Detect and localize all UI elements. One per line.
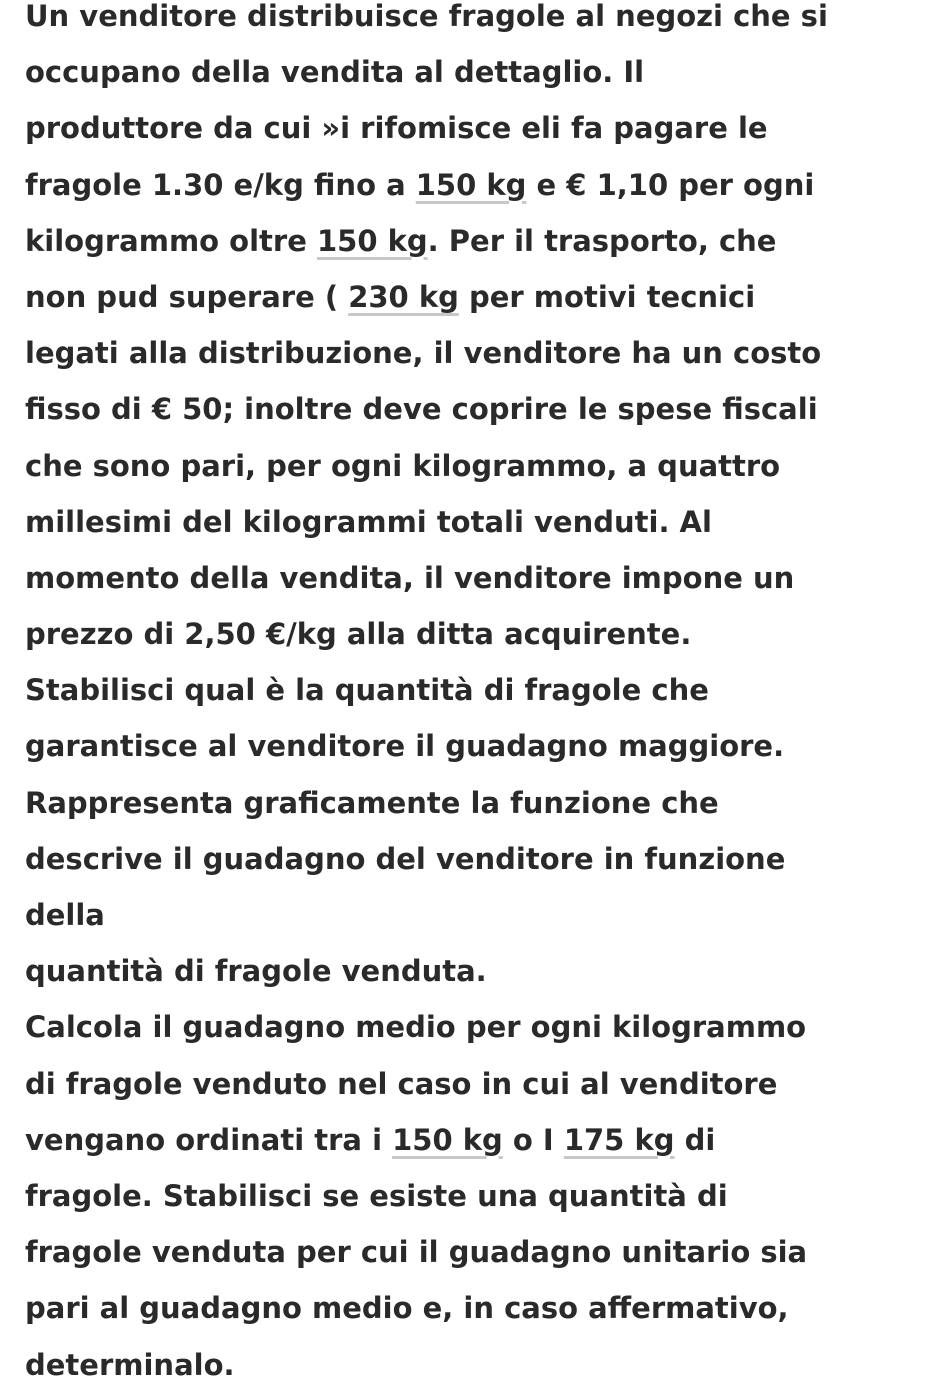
text-line	[25, 550, 915, 606]
text-line	[25, 1056, 915, 1112]
text-line	[25, 44, 915, 100]
text-segment: prezzo di 2,50 €/kg alla ditta acquirente.	[25, 617, 692, 652]
text-line	[25, 438, 915, 494]
text-line	[25, 269, 915, 325]
underlined-quantity: 150 kg	[392, 1122, 503, 1157]
text-segment: millesimi del kilogrammi totali venduti. Al	[25, 504, 712, 539]
text-segment: Calcola il guadagno medio per ogni kilogrammo	[25, 1010, 807, 1045]
text-segment: e € 1,10 per ogni	[526, 167, 815, 202]
text-line	[25, 213, 915, 269]
text-segment: fragole. Stabilisci se esiste una quantità di	[25, 1178, 728, 1213]
text-segment: fisso di € 50; inoltre deve coprire le spese fiscali	[25, 392, 818, 427]
text-segment: Stabilisci qual è la quantità di fragole che	[25, 673, 709, 708]
text-segment: garantisce al venditore il guadagno maggiore.	[25, 729, 785, 764]
text-segment: produttore da cui »i rifomisce eli fa pagare le	[25, 111, 768, 146]
text-segment: di fragole venduto nel caso in cui al venditore	[25, 1066, 778, 1101]
text-line	[25, 831, 915, 887]
underlined-quantity: 150 kg	[415, 167, 527, 202]
text-segment: vengano ordinati tra i	[25, 1122, 393, 1157]
underlined-quantity: 175 kg	[563, 1122, 675, 1157]
text-line	[25, 887, 915, 943]
text-segment: quantità di fragole venduta.	[25, 954, 487, 989]
text-line	[25, 1168, 915, 1224]
text-segment: pari al guadagno medio e, in caso affermativo,	[25, 1291, 789, 1326]
text-segment: momento della vendita, il venditore impone un	[25, 560, 795, 595]
problem-text	[25, 0, 915, 1393]
text-segment: kilogrammo oltre	[25, 223, 317, 258]
text-line	[25, 100, 915, 156]
text-line	[25, 1112, 915, 1168]
text-line	[25, 775, 915, 831]
text-line	[25, 494, 915, 550]
text-line	[25, 943, 915, 999]
text-segment: descrive il guadagno del venditore in funzione	[25, 841, 786, 876]
text-line	[25, 157, 915, 213]
text-line	[25, 381, 915, 437]
text-line	[25, 1337, 915, 1393]
text-segment: determinalo.	[25, 1347, 235, 1382]
text-segment: per motivi tecnici	[458, 279, 756, 314]
text-segment: Rappresenta graficamente la funzione che	[25, 785, 719, 820]
text-line	[25, 0, 915, 44]
text-segment: di	[674, 1122, 716, 1157]
text-segment: fragole venduta per cui il guadagno unitario sia	[25, 1235, 808, 1270]
text-line	[25, 662, 915, 718]
text-segment: o I	[502, 1122, 564, 1157]
text-line	[25, 718, 915, 774]
text-line	[25, 1280, 915, 1336]
text-segment: Un venditore distribuisce fragole al negozi che si	[25, 0, 828, 33]
text-line	[25, 999, 915, 1055]
text-segment: della	[25, 898, 105, 932]
underlined-quantity: 150 kg	[316, 223, 428, 258]
text-segment: legati alla distribuzione, il venditore ha un costo	[25, 336, 822, 371]
text-line	[25, 325, 915, 381]
text-segment: . Per il trasporto, che	[427, 223, 777, 258]
text-line	[25, 1224, 915, 1280]
text-segment: che sono pari, per ogni kilogrammo, a quattro	[25, 448, 781, 483]
text-line	[25, 606, 915, 662]
text-segment: fragole 1.30 e/kg fino a	[25, 167, 416, 202]
text-segment: occupano della vendita al dettaglio. Il	[25, 55, 645, 90]
text-segment: non pud superare (	[25, 279, 349, 314]
underlined-quantity: 230 kg	[348, 279, 459, 314]
